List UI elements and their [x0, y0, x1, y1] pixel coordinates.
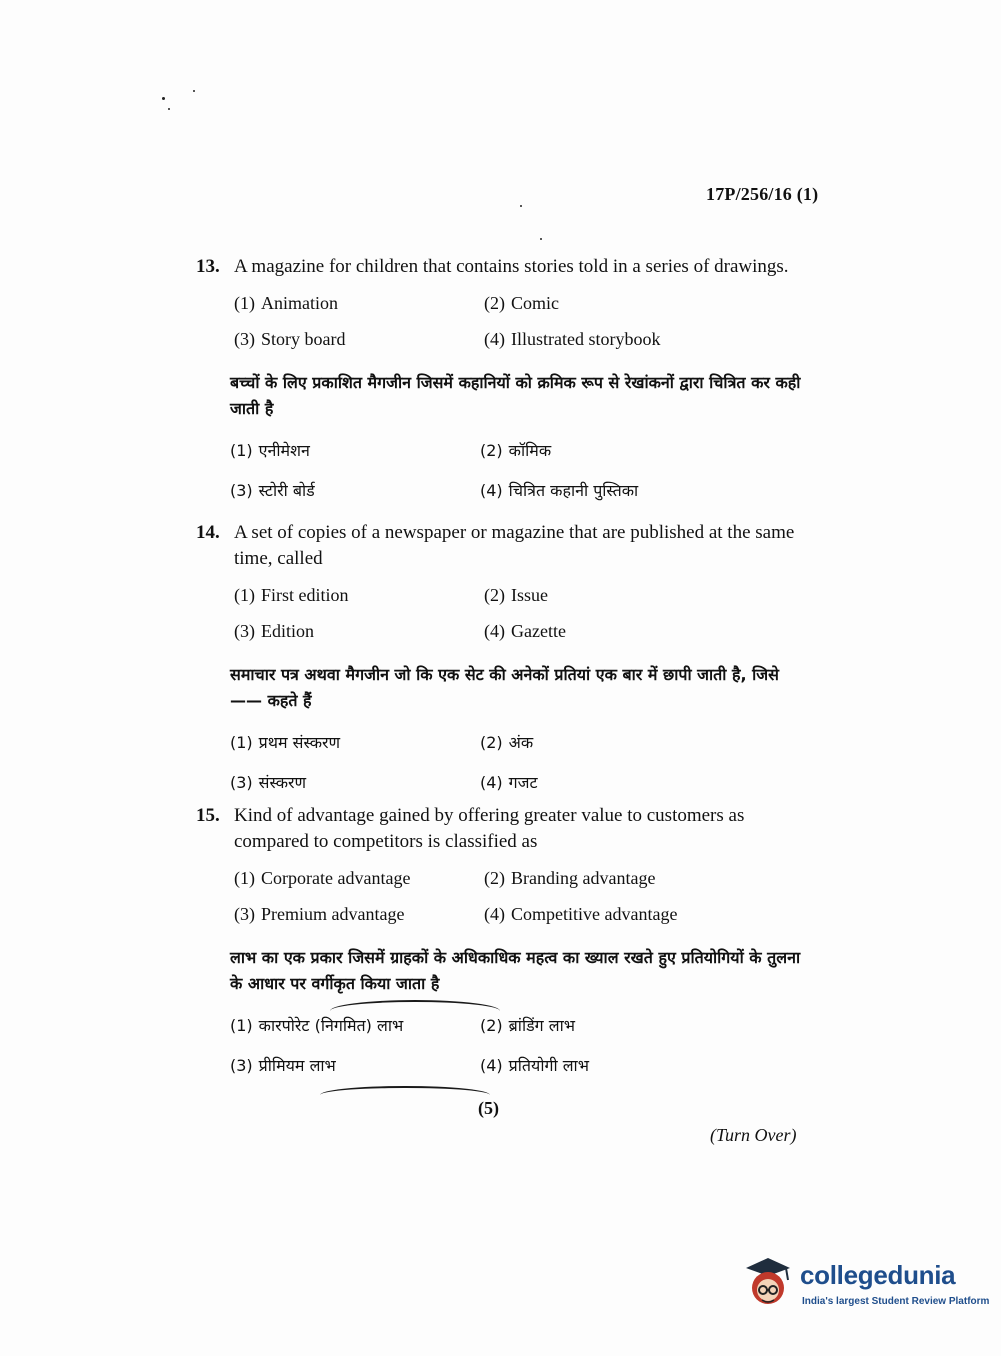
option-2-hindi: (2) ब्रांडिंग लाभ — [480, 1016, 575, 1035]
option-list — [234, 290, 816, 352]
page-number: (5) — [478, 1098, 499, 1118]
question-text-hindi: लाभ का एक प्रकार जिसमें ग्राहकों के अधिकाधिक महत्व का ख्याल रखते हुए प्रतियोगियों के तुलना के आधार पर वर्गीकृत किया जाता है — [230, 948, 801, 993]
option-1: (1) Animation — [234, 293, 338, 313]
question-text-hindi: बच्चों के लिए प्रकाशित मैगजीन जिसमें कहानियों को क्रमिक रूप से रेखांकनों द्वारा चित्रित कर कही जाती है — [230, 373, 801, 418]
paper-code: 17P/256/16 (1) — [706, 184, 819, 204]
question-text: A set of copies of a newspaper or magazine that are published at the same time, called — [234, 522, 795, 569]
option-list — [234, 582, 816, 644]
option-3-hindi: (3) स्टोरी बोर्ड — [230, 481, 315, 500]
option-list — [234, 865, 816, 927]
option-1-hindi: (1) एनीमेशन — [230, 441, 310, 460]
question-number: 13. — [196, 256, 220, 277]
option-3: (3) Premium advantage — [234, 904, 405, 924]
pen-stroke — [330, 1000, 500, 1022]
question-14 — [196, 520, 816, 796]
scan-speck — [540, 238, 542, 240]
option-3: (3) Edition — [234, 621, 314, 641]
option-2-hindi: (2) अंक — [480, 733, 534, 752]
option-3-hindi: (3) संस्करण — [230, 773, 307, 792]
option-4: (4) Competitive advantage — [484, 904, 678, 924]
option-3-hindi: (3) प्रीमियम लाभ — [230, 1056, 336, 1075]
option-4: (4) Illustrated storybook — [484, 329, 661, 349]
option-1: (1) First edition — [234, 585, 349, 605]
option-1: (1) Corporate advantage — [234, 868, 411, 888]
option-2-hindi: (2) कॉमिक — [480, 441, 552, 460]
option-list-hindi — [230, 1013, 816, 1079]
option-list-hindi — [230, 438, 816, 504]
option-2: (2) Branding advantage — [484, 868, 656, 888]
option-1-hindi: (1) प्रथम संस्करण — [230, 733, 341, 752]
question-13 — [196, 254, 816, 504]
option-1-hindi: (1) कारपोरेट (निगमित) लाभ — [230, 1016, 404, 1035]
question-15 — [196, 803, 816, 1079]
question-text-hindi: समाचार पत्र अथवा मैगजीन जो कि एक सेट की अनेकों प्रतियां एक बार में छापी जाती है, जिसे —— कहते हैं — [230, 665, 779, 710]
brand-tagline: India's largest Student Review Platform — [802, 1296, 990, 1307]
brand-name: collegedunia — [800, 1260, 956, 1290]
pen-stroke — [320, 1086, 490, 1104]
student-mascot-icon — [742, 1254, 794, 1310]
scan-speck — [162, 97, 165, 100]
option-4-hindi: (4) चित्रित कहानी पुस्तिका — [480, 481, 639, 500]
option-4-hindi: (4) प्रतियोगी लाभ — [480, 1056, 589, 1075]
option-4-hindi: (4) गजट — [480, 773, 538, 792]
question-text: Kind of advantage gained by offering greater value to customers as compared to competitors is classified as — [234, 805, 745, 852]
option-list-hindi — [230, 730, 816, 796]
question-number: 15. — [196, 805, 220, 826]
option-2: (2) Issue — [484, 585, 548, 605]
turn-over-note: (Turn Over) — [710, 1125, 797, 1145]
collegedunia-watermark — [742, 1250, 990, 1320]
scan-speck — [168, 108, 170, 110]
question-number: 14. — [196, 522, 220, 543]
option-4: (4) Gazette — [484, 621, 566, 641]
option-2: (2) Comic — [484, 293, 559, 313]
scan-speck — [520, 205, 522, 207]
scan-speck — [193, 90, 195, 92]
question-text: A magazine for children that contains stories told in a series of drawings. — [234, 256, 789, 277]
option-3: (3) Story board — [234, 329, 346, 349]
